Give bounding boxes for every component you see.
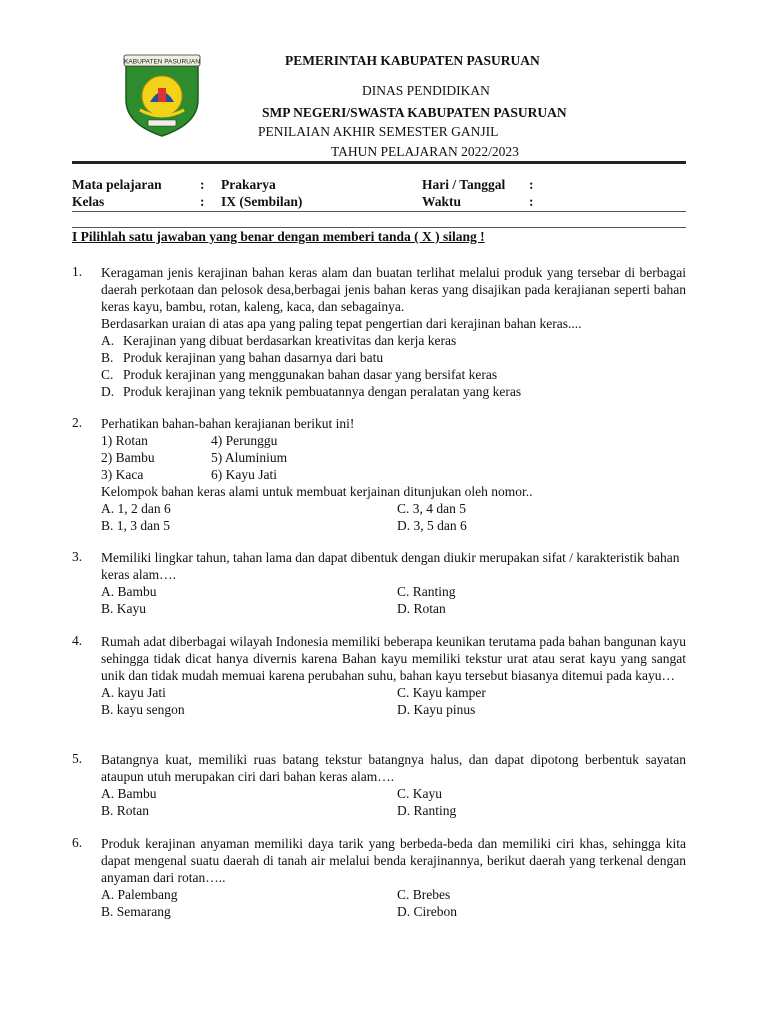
option-a[interactable]: A. Bambu (101, 584, 157, 599)
option-text: Produk kerajinan yang bahan dasarnya dari batu (123, 350, 384, 365)
class-separator: : (200, 194, 205, 209)
material-item: 4) Perunggu (211, 433, 278, 448)
option-text: Produk kerajinan yang teknik pembuatannya dengan peralatan yang keras (123, 384, 522, 399)
question-3 (72, 549, 686, 617)
option-d[interactable]: D. Rotan (397, 601, 446, 616)
question-number: 2. (72, 415, 83, 430)
subject-value: Prakarya (221, 177, 276, 192)
material-list-row (101, 466, 686, 483)
material-item: 6) Kayu Jati (211, 467, 277, 482)
option-a[interactable]: A. Palembang (101, 887, 178, 902)
option-letter: B. (101, 350, 114, 365)
option-c[interactable]: C. Kayu (397, 786, 442, 801)
options-row (101, 583, 686, 600)
question-prompt: Kelompok bahan keras alami untuk membuat kerjainan ditunjukan oleh nomor.. (101, 484, 533, 499)
header-academic-year: TAHUN PELAJARAN 2022/2023 (331, 144, 519, 159)
option-d[interactable]: D. Ranting (397, 803, 457, 818)
option-d[interactable]: D. Cirebon (397, 904, 457, 919)
question-4 (72, 633, 686, 718)
time-separator: : (529, 194, 534, 209)
header-divider (72, 161, 686, 164)
option-letter: A. (101, 333, 115, 348)
option-text: Kerajinan yang dibuat berdasarkan kreativitas dan kerja keras (123, 333, 457, 348)
instruction-divider (72, 227, 686, 228)
option-letter: D. (101, 384, 115, 399)
options-row (101, 802, 686, 819)
option-a[interactable] (101, 332, 686, 349)
option-c[interactable]: C. 3, 4 dan 5 (397, 501, 466, 516)
option-a[interactable]: A. Bambu (101, 786, 157, 801)
option-b[interactable]: B. Rotan (101, 803, 150, 818)
options-row (101, 500, 686, 517)
option-d[interactable]: D. Kayu pinus (397, 702, 476, 717)
question-number: 5. (72, 751, 83, 766)
date-label: Hari / Tanggal (422, 177, 506, 192)
question-text: Produk kerajinan anyaman memiliki daya tarik yang berbeda-beda dan memiliki ciri khas, sehingga kita dapat mengenal suatu daerah di tanah air melalui benda kerajinannya, berikut daerah yang terkenal dengan anyaman dari rotan….. (101, 836, 686, 885)
class-value: IX (Sembilan) (221, 194, 303, 209)
option-c[interactable] (101, 366, 686, 383)
material-list-row (101, 432, 686, 449)
question-prompt: Berdasarkan uraian di atas apa yang paling tepat pengertian dari kerajinan bahan keras.... (101, 316, 582, 331)
option-letter: C. (101, 367, 114, 382)
option-b[interactable]: B. Kayu (101, 601, 146, 616)
material-list-row (101, 449, 686, 466)
option-d[interactable]: D. 3, 5 dan 6 (397, 518, 467, 533)
logo-lettering: KABUPATEN PASURUAN (124, 58, 200, 66)
question-1 (72, 264, 686, 400)
section-instruction: I Pilihlah satu jawaban yang benar dengan memberi tanda ( X ) silang ! (72, 229, 485, 244)
option-c[interactable]: C. Ranting (397, 584, 456, 599)
option-c[interactable]: C. Kayu kamper (397, 685, 486, 700)
class-label: Kelas (72, 194, 105, 209)
options-row (101, 785, 686, 802)
header-department: DINAS PENDIDIKAN (362, 83, 490, 98)
question-number: 3. (72, 549, 83, 564)
options-row (101, 701, 686, 718)
option-text: Produk kerajinan yang menggunakan bahan dasar yang bersifat keras (123, 367, 498, 382)
question-text: Memiliki lingkar tahun, tahan lama dan dapat dibentuk dengan diukir merupakan sifat / karakteristik bahan keras alam…. (101, 550, 680, 582)
question-number: 6. (72, 835, 83, 850)
time-label: Waktu (422, 194, 462, 209)
options-row (101, 600, 686, 617)
identity-divider (72, 211, 686, 212)
header-school: SMP NEGERI/SWASTA KABUPATEN PASURUAN (262, 105, 567, 120)
option-a[interactable]: A. kayu Jati (101, 685, 166, 700)
option-c[interactable]: C. Brebes (397, 887, 451, 902)
question-text: Perhatikan bahan-bahan kerajianan berikut ini! (101, 416, 355, 431)
regency-emblem-logo (118, 52, 206, 138)
question-2 (72, 415, 686, 534)
material-item: 3) Kaca (101, 467, 144, 482)
material-item: 5) Aluminium (211, 450, 288, 465)
option-d[interactable] (101, 383, 686, 400)
option-b[interactable]: B. kayu sengon (101, 702, 185, 717)
option-b[interactable] (101, 349, 686, 366)
options-row (101, 903, 686, 920)
option-b[interactable]: B. 1, 3 dan 5 (101, 518, 170, 533)
material-item: 1) Rotan (101, 433, 148, 448)
question-number: 4. (72, 633, 83, 648)
date-separator: : (529, 177, 534, 192)
header-exam-title: PENILAIAN AKHIR SEMESTER GANJIL (258, 124, 499, 139)
options-row (101, 684, 686, 701)
question-text: Keragaman jenis kerajinan bahan keras alam dan buatan terlihat melalui produk yang tersebar di berbagai daerah perkotaan dan pelosok desa,berbagai jenis bahan keras yang disajikan pada kerajianan seperti bahan keras kayu, bambu, rotan, kaleng, kaca, dan sebagainya. (101, 265, 686, 314)
question-text: Batangnya kuat, memiliki ruas batang tekstur batangnya halus, dan dapat dipotong berbentuk sayatan ataupun utuh merupakan ciri dari bahan keras alam…. (101, 752, 686, 784)
options-row (101, 517, 686, 534)
material-item: 2) Bambu (101, 450, 155, 465)
subject-separator: : (200, 177, 205, 192)
question-6 (72, 835, 686, 920)
option-b[interactable]: B. Semarang (101, 904, 171, 919)
option-a[interactable]: A. 1, 2 dan 6 (101, 501, 171, 516)
question-text: Rumah adat diberbagai wilayah Indonesia memiliki beberapa keunikan terutama pada bahan bangunan kayu sehingga tidak dicat hanya divernis karena Bahan kayu memiliki tekstur urat atau serat kayu yang sangat unik dan tidak mudah memuai karena perubahan suhu, bahan kayu tersebut biasanya ditemui pada kayu… (101, 634, 686, 683)
subject-label: Mata pelajaran (72, 177, 162, 192)
question-5 (72, 751, 686, 819)
options-row (101, 886, 686, 903)
header-government: PEMERINTAH KABUPATEN PASURUAN (285, 53, 540, 68)
question-number: 1. (72, 264, 83, 279)
